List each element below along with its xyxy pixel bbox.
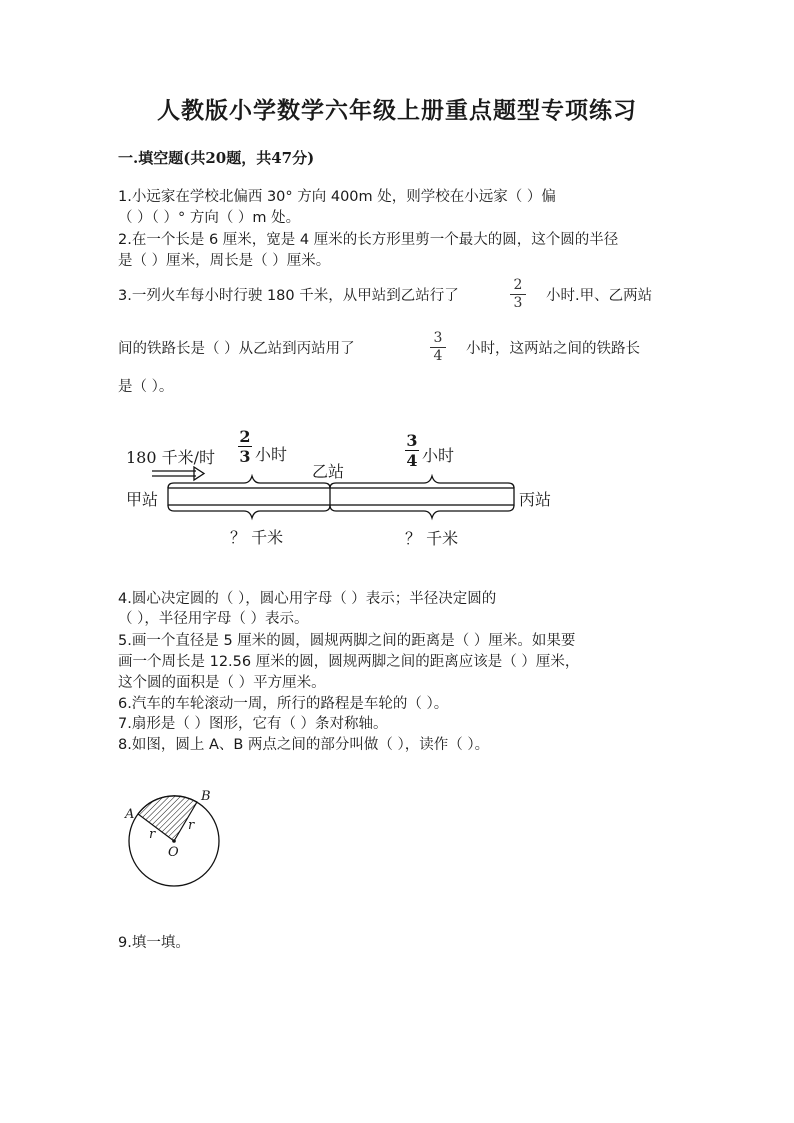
circle-sector-figure <box>118 785 230 897</box>
question-3-part-5: 是（ ）。 <box>118 379 174 395</box>
question-3-part-2: 小时.甲、乙两站 <box>546 288 653 304</box>
radius-label-right: r <box>188 818 195 833</box>
center-o-label: O <box>168 845 179 860</box>
question-3-fraction-1 <box>510 278 526 311</box>
diagram-fraction-1-unit: 小时 <box>255 445 288 464</box>
question-9: 9.填一填。 <box>118 935 190 951</box>
question-3-part-1: 3.一列火车每小时行驶 180 千米，从甲站到乙站行了 <box>118 288 459 304</box>
question-3-part-3: 间的铁路长是（ ）从乙站到丙站用了 <box>118 341 355 357</box>
question-7: 7.扇形是（ ）图形，它有（ ）条对称轴。 <box>118 716 388 732</box>
page-title: 人教版小学数学六年级上册重点题型专项练习 <box>157 97 637 124</box>
radius-label-left: r <box>149 827 156 842</box>
diagram-fraction-1: 2 3 <box>239 427 251 466</box>
fraction-denominator: 3 <box>513 295 523 311</box>
question-2-line-1: 2.在一个长是 6 厘米，宽是 4 厘米的长方形里剪一个最大的圆，这个圆的半径 <box>118 232 619 248</box>
section-heading: 一.填空题(共20题，共47分) <box>118 149 315 167</box>
unknown-distance-2: ？ 千米 <box>405 529 459 548</box>
question-4-line-2: （ ），半径用字母（ ）表示。 <box>118 611 309 627</box>
question-5-line-3: 这个圆的面积是（ ）平方厘米。 <box>118 675 326 691</box>
question-4-line-1: 4.圆心决定圆的（ ），圆心用字母（ ）表示；半径决定圆的 <box>118 591 497 607</box>
speed-label: 180 千米/时 <box>126 448 216 467</box>
station-c-label: 丙站 <box>519 490 552 509</box>
fraction-denominator: 4 <box>433 348 443 364</box>
question-2-line-2: 是（ ）厘米，周长是（ ）厘米。 <box>118 253 331 269</box>
station-b-label: 乙站 <box>312 462 345 481</box>
question-3-fraction-2 <box>430 331 446 364</box>
question-1-line-2: （ ）（ ）° 方向（ ）m 处。 <box>118 210 301 226</box>
station-a-label: 甲站 <box>126 490 159 509</box>
fraction-numerator: 3 <box>433 330 443 346</box>
question-3-part-4: 小时，这两站之间的铁路长 <box>466 341 640 357</box>
diagram-fraction-2: 3 4 <box>406 431 418 470</box>
railway-line <box>160 474 520 524</box>
question-8: 8.如图，圆上 A、B 两点之间的部分叫做（ ），读作（ ）。 <box>118 737 490 753</box>
question-5-line-2: 画一个周长是 12.56 厘米的圆，圆规两脚之间的距离应该是（ ）厘米， <box>118 654 580 670</box>
question-5-line-1: 5.画一个直径是 5 厘米的圆，圆规两脚之间的距离是（ ）厘米。如果要 <box>118 633 576 649</box>
point-b-label: B <box>201 789 211 804</box>
question-6: 6.汽车的车轮滚动一周，所行的路程是车轮的（ ）。 <box>118 696 449 712</box>
unknown-distance-1: ？ 千米 <box>230 528 284 547</box>
diagram-fraction-2-unit: 小时 <box>422 446 455 465</box>
question-1-line-1: 1.小远家在学校北偏西 30° 方向 400m 处，则学校在小远家（ ）偏 <box>118 189 556 205</box>
fraction-numerator: 2 <box>513 277 523 293</box>
point-a-label: A <box>125 807 135 822</box>
